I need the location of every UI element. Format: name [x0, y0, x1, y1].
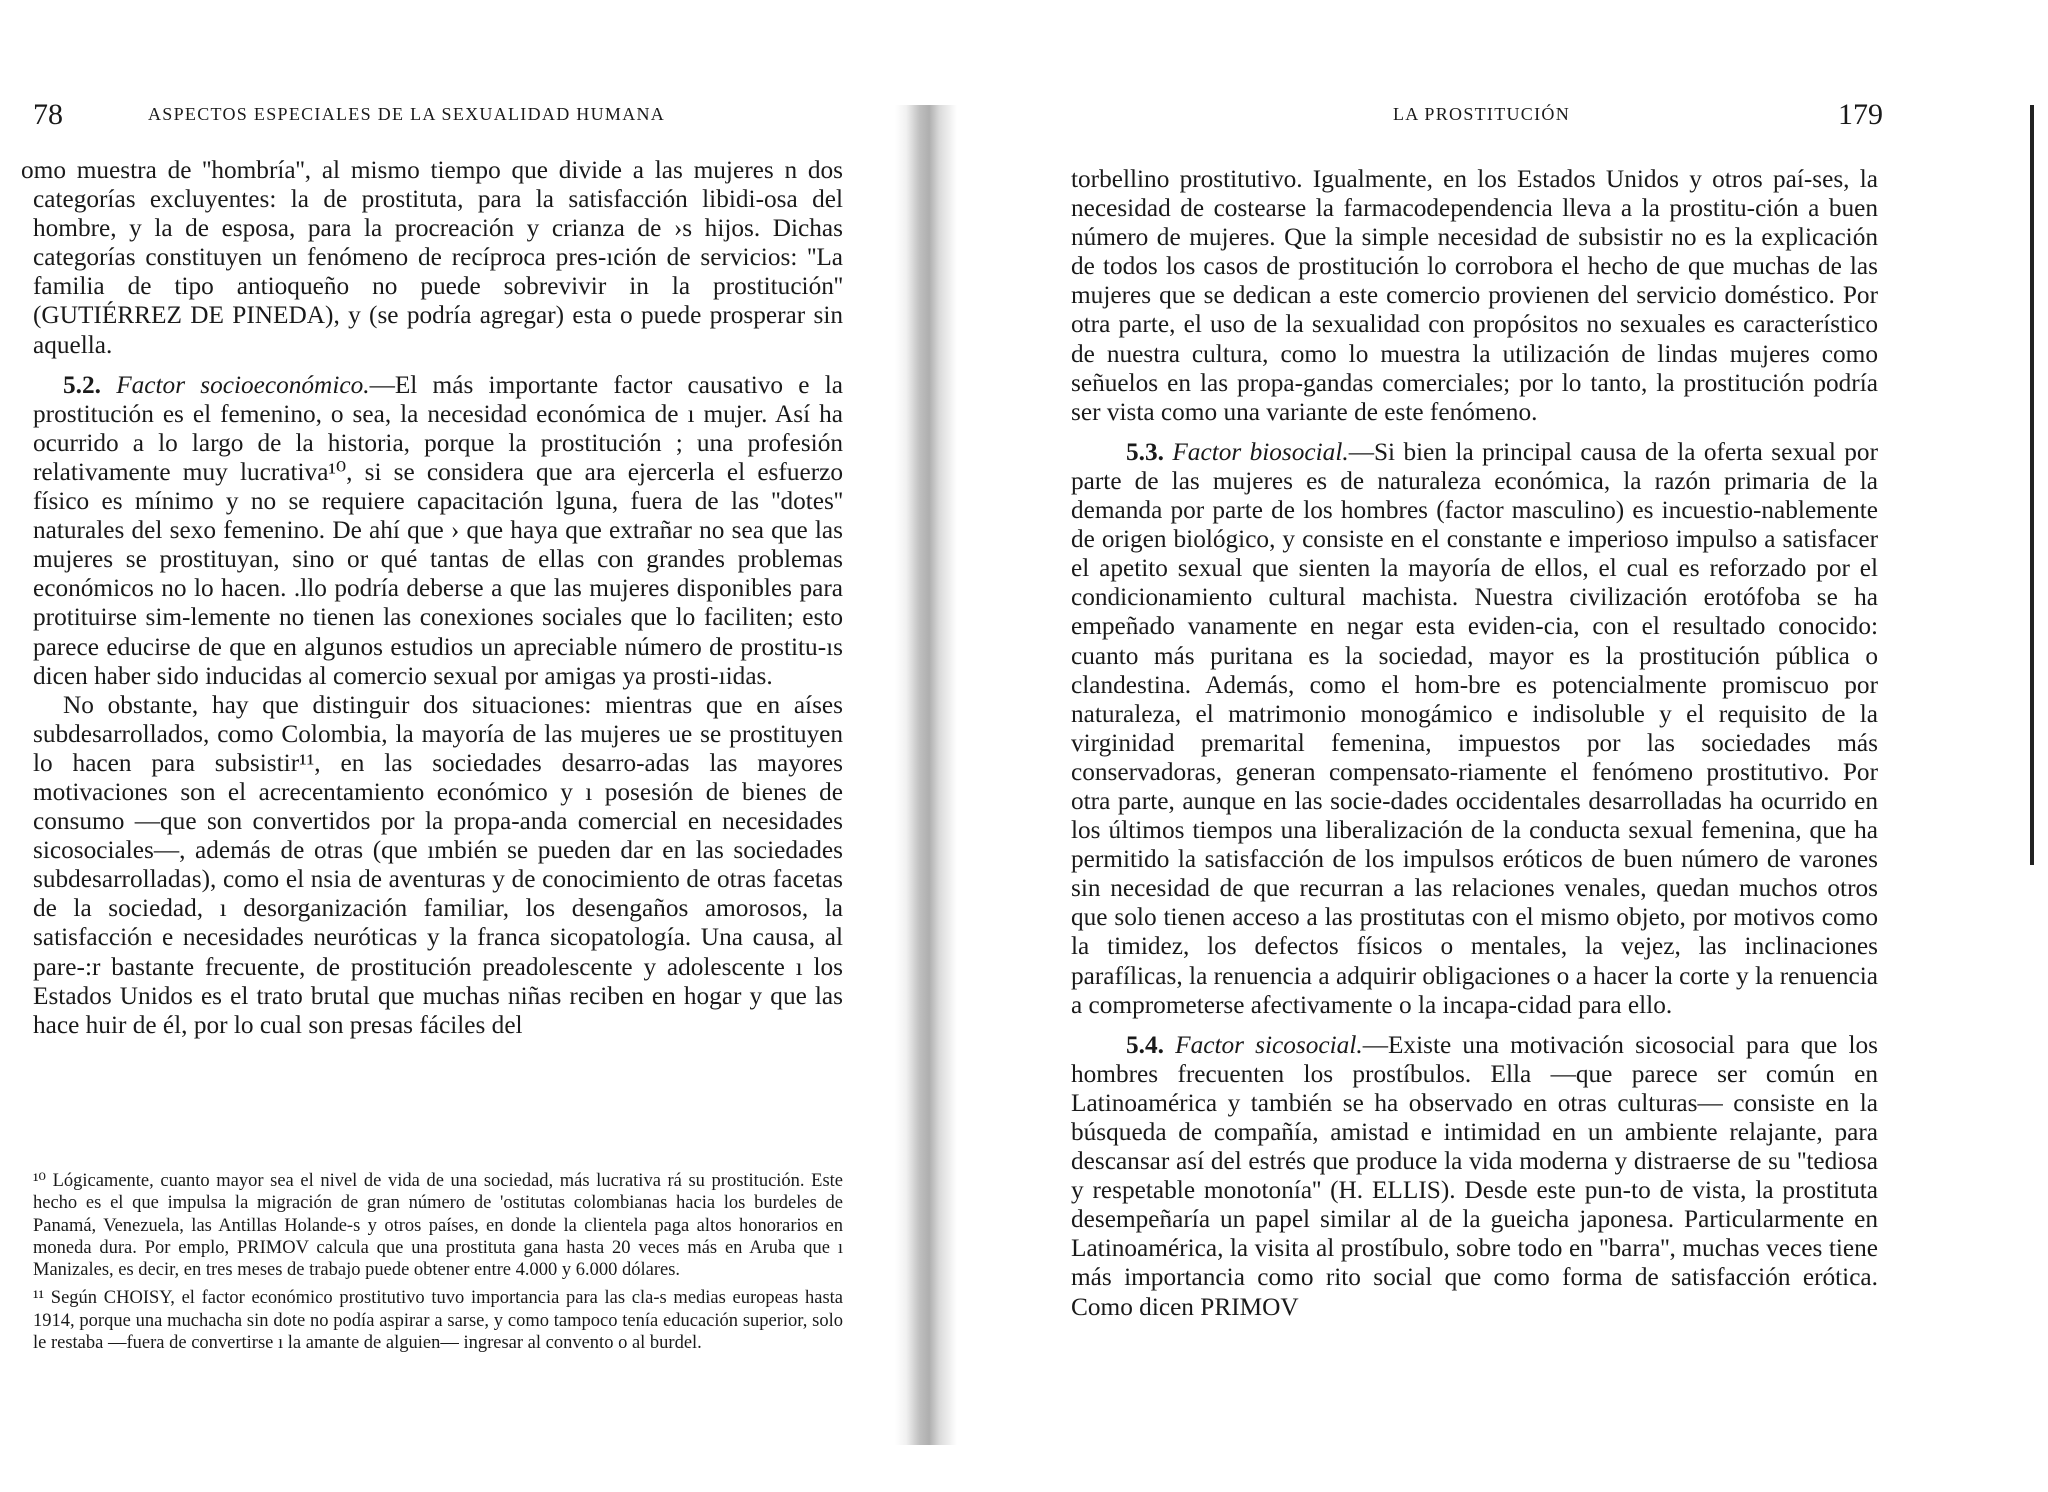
footnote-10: ¹⁰ Lógicamente, cuanto mayor sea el nivel de vida de una sociedad, más lucrativa rá su prostitución. Este hecho es el que impulsa la migración de gran número de 'ostitutas colombianas hacia los burdeles de Panamá, Venezuela, las Antillas Holande-s y otros países, en donde la clientela paga altos honorarios en moneda dura. Por emplo, PRIMOV calcula que una prostituta gana hasta 20 veces más en Aruba que ı Manizales, es decir, en tres meses de trabajo puede obtener entre 4.000 y 6.000 dólares. — [33, 1171, 843, 1281]
right-body-text — [1071, 165, 1878, 1322]
page-number: 78 — [33, 98, 63, 131]
page-edge-line — [2030, 105, 2034, 865]
running-head: ASPECTOS ESPECIALES DE LA SEXUALIDAD HUMANA — [148, 104, 666, 124]
left-body-text — [21, 156, 843, 1040]
footnote-11: ¹¹ Según CHOISY, el factor económico prostitutivo tuvo importancia para las cla-s medias europeas hasta 1914, porque una muchacha sin dote no podía aspirar a sarse, y como tampoco tenía educación superior, solo le restaba —fuera de convertirse ı la amante de alguien— ingresar al convento o al burdel. — [33, 1288, 843, 1354]
section-title: Factor biosocial. — [1172, 437, 1349, 466]
running-head: LA PROSTITUCIÓN — [1393, 104, 1571, 124]
right-page — [945, 0, 2005, 1492]
section-5-3 — [1071, 438, 1878, 1020]
section-number: 5.3. — [1126, 437, 1164, 466]
paragraph: torbellino prostitutivo. Igualmente, en los Estados Unidos y otros paí-ses, la necesidad de costearse la farmacodependencia lleva a la prostitu-ción a buen número de mujeres. Que la simple necesidad de subsistir no es la explicación de todos los casos de prostitución lo corrobora el hecho de que muchas de las mujeres que se dedican a este comercio provienen del servicio doméstico. Por otra parte, el uso de la sexualidad con propósitos no sexuales es característico de nuestra cultura, como lo muestra la utilización de lindas mujeres como señuelos en las propa-gandas comerciales; por lo tanto, la prostitución podría ser vista como una variante de este fenómeno. — [1071, 165, 1878, 426]
section-number: 5.4. — [1126, 1030, 1164, 1059]
footnotes — [33, 1170, 843, 1360]
section-5-4 — [1071, 1031, 1878, 1322]
section-5-2 — [33, 371, 843, 691]
section-text: —El más importante factor causativo e la prostitución es el femenino, o sea, la necesidad económica de ı mujer. Así ha ocurrido a lo largo de la historia, porque la prostitución ; una profesión relativamente muy lucrativa¹⁰, si se considera que ara ejercerla el esfuerzo físico es mínimo y no se requiere capacitación lguna, fuera de las ''dotes'' naturales del sexo femenino. De ahí que › que haya que extrañar no sea que las mujeres se prostituyan, sino or qué tantas de ellas con grandes problemas económicos no lo hacen. .llo podría deberse a que las mujeres disponibles para protituirse sim-lemente no tienen las conexiones sociales que lo faciliten; esto parece educirse de que en algunos estudios un apreciable número de prostitu-ıs dicen haber sido inducidas al comercio sexual por amigas ya prosti-ıidas. — [33, 370, 843, 690]
page-number: 179 — [1838, 98, 1883, 131]
section-number: 5.2. — [63, 370, 101, 399]
paragraph: No obstante, hay que distinguir dos situaciones: mientras que en aíses subdesarrollados, como Colombia, la mayoría de las mujeres ue se prostituyen lo hacen para subsistir¹¹, en las sociedades desarro-adas las mayores motivaciones son el acrecentamiento económico y ı posesión de bienes de consumo —que son convertidos por la propa-anda comercial en necesidades sicosociales—, además de otras (que ımbién se pueden dar en las sociedades subdesarrolladas), como el nsia de aventuras y de conocimiento de otras facetas de la sociedad, ı desorganización familiar, los desengaños amorosos, la satisfacción e necesidades neuróticas y la franca sicopatología. Una causa, al pare-:r bastante frecuente, de prostitución preadolescente y adolescente ı los Estados Unidos es el trato brutal que muchas niñas reciben en hogar y que las hace huir de él, por lo cual son presas fáciles del — [33, 690, 843, 1039]
section-text: —Si bien la principal causa de la oferta sexual por parte de las mujeres es de naturaleza económica, la razón primaria de la demanda por parte de los hombres (factor masculino) es incuestio-nablemente de origen biológico, y consiste en el constante e imperioso impulso a satisfacer el apetito sexual que sienten la mayoría de ellos, el cual es reforzado por el condicionamiento cultural machista. Nuestra civilización erotófoba se ha empeñado vanamente en negar esta eviden-cia, con el resultado conocido: cuanto más puritana es la sociedad, mayor es la prostitución pública o clandestina. Además, como el hom-bre es potencialmente promiscuo por naturaleza, el matrimonio monogámico e indisoluble y el requisito de la virginidad premarital femenina, impuestos por las sociedades más conservadoras, generan compensato-riamente el fenómeno prostitutivo. Por otra parte, aunque en las socie-dades occidentales desarrolladas ha ocurrido en los últimos tiempos una liberalización de la conducta sexual femenina, que ha permitido la satisfacción de los impulsos eróticos de buen número de varones sin necesidad de que recurran a las relaciones venales, quedan muchos otros que solo tienen acceso a las prostitutas con el mismo objeto, por motivos como la timidez, los defectos físicos o mentales, la vejez, las inclinaciones parafílicas, la renuencia a adquirir obligaciones o a hacer la corte y la renuencia a comprometerse afectivamente o la incapa-cidad para ello. — [1071, 437, 1879, 1019]
left-page — [0, 0, 915, 1492]
section-title: Factor socioeconómico. — [116, 370, 370, 399]
section-title: Factor sicosocial. — [1175, 1030, 1363, 1059]
paragraph: omo muestra de ''hombría'', al mismo tiempo que divide a las mujeres n dos categorías excluyentes: la de prostituta, para la satisfacción libidi-osa del hombre, y la de esposa, para la procreación y crianza de ›s hijos. Dichas categorías constituyen un fenómeno de recíproca pres-ıción de servicios: ''La familia de tipo antioqueño no puede sobrevivir in la prostitución'' (GUTIÉRREZ DE PINEDA), y (se podría agregar) esta o puede prosperar sin aquella. — [21, 156, 843, 359]
section-text: —Existe una motivación sicosocial para que los hombres frecuenten los prostíbulos. Ella —que parece ser común en Latinoamérica y también se ha observado en otras culturas— consiste en la búsqueda de compañía, amistad e intimidad en un ambiente relajante, para descansar así del estrés que produce la vida moderna y distraerse de su ''tediosa y respetable monotonía'' (H. ELLIS). Desde este pun-to de vista, la prostituta desempeñaría un papel similar al de la gueicha japonesa. Particularmente en Latinoamérica, la visita al prostíbulo, sobre todo en ''barra'', muchas veces tiene más importancia como rito social que como forma de satisfacción erótica. Como dicen PRIMOV — [1071, 1030, 1878, 1321]
